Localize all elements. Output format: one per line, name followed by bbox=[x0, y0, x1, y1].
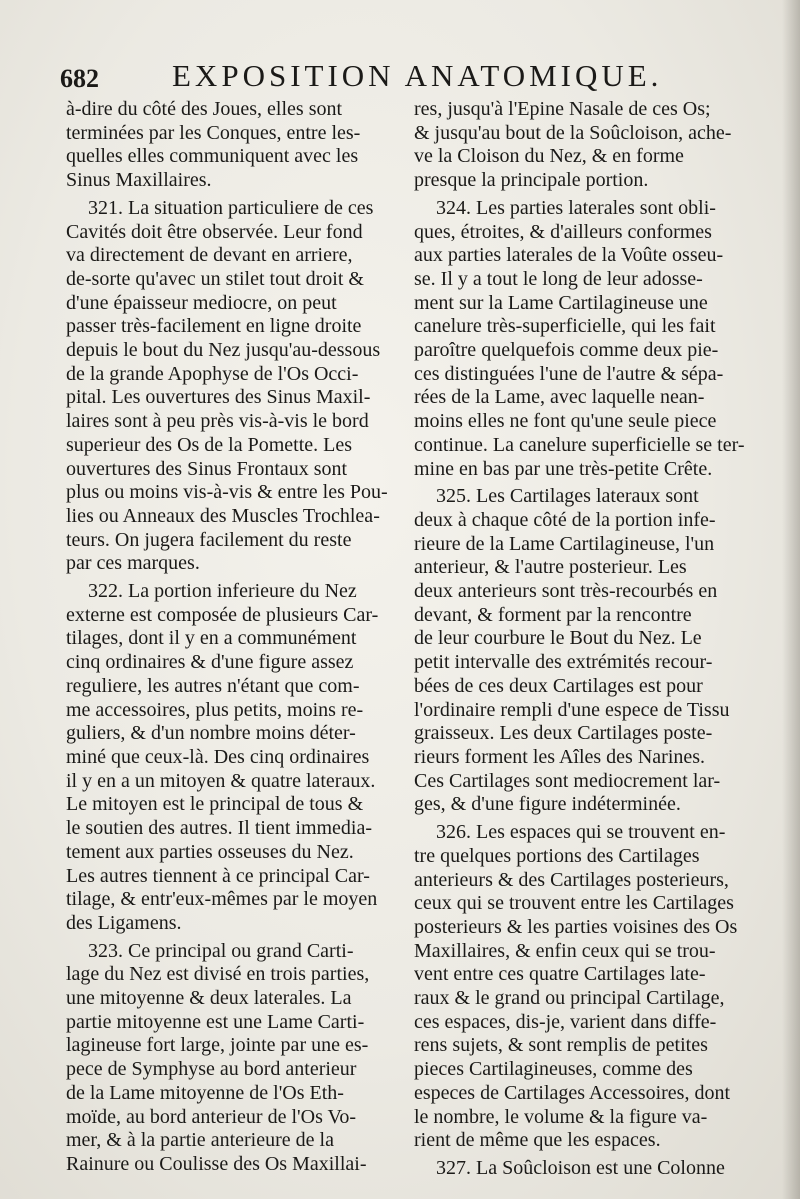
left-column-line: moïde, au bord anterieur de l'Os Vo- bbox=[66, 1105, 357, 1128]
right-column-line: rieurs forment les Aîles des Narines. bbox=[414, 745, 706, 768]
left-column-line: de la Lame mitoyenne de l'Os Eth- bbox=[66, 1081, 344, 1104]
left-column-line: ouvertures des Sinus Frontaux sont bbox=[66, 457, 348, 480]
right-column-line: raux & le grand ou principal Cartilage, bbox=[414, 987, 725, 1010]
page-edge-shadow bbox=[782, 0, 800, 1199]
left-column-line: Sinus Maxillaires. bbox=[66, 169, 212, 192]
left-column-line: va directement de devant en arriere, bbox=[66, 244, 353, 267]
left-column-line: quelles elles communiquent avec les bbox=[66, 145, 359, 168]
left-column-line: tilages, dont il y en a communément bbox=[66, 627, 357, 650]
running-title: EXPOSITION ANATOMIQUE. bbox=[172, 58, 663, 93]
right-column-line: deux à chaque côté de la portion infe- bbox=[414, 508, 716, 531]
right-column-line: canelure très-superficielle, qui les fait bbox=[414, 315, 716, 338]
left-column-line: guliers, & d'un nombre moins déter- bbox=[66, 722, 356, 745]
right-column-line: Maxillaires, & enfin ceux qui se trou- bbox=[414, 939, 716, 962]
left-column-line: plus ou moins vis-à-vis & entre les Pou- bbox=[66, 481, 388, 504]
left-column-line: de-sorte qu'avec un stilet tout droit & bbox=[66, 267, 364, 290]
right-column-line: aux parties laterales de la Voûte osseu- bbox=[414, 244, 724, 267]
left-column-line: teurs. On jugera facilement du reste bbox=[66, 528, 352, 551]
right-column-line: mine en bas par une très-petite Crête. bbox=[414, 457, 713, 480]
right-text-column bbox=[414, 98, 749, 1181]
left-column-line: externe est composée de plusieurs Car- bbox=[66, 603, 379, 626]
right-column-line: ve la Cloison du Nez, & en forme bbox=[414, 145, 684, 168]
right-column-line: petit intervalle des extrémités recour- bbox=[414, 651, 713, 674]
left-column-line: laires sont à peu près vis-à-vis le bord bbox=[66, 410, 369, 433]
left-column-line: de la grande Apophyse de l'Os Occi- bbox=[66, 362, 359, 385]
left-column-line: passer très-facilement en ligne droite bbox=[66, 315, 362, 338]
right-column-line: pieces Cartilagineuses, comme des bbox=[414, 1058, 693, 1081]
left-column-line: par ces marques. bbox=[66, 552, 200, 575]
right-column-line: de leur courbure le Bout du Nez. Le bbox=[414, 627, 702, 650]
left-column-line: le soutien des autres. Il tient immedia- bbox=[66, 817, 373, 840]
left-column-line: cinq ordinaires & d'une figure assez bbox=[66, 651, 354, 674]
right-column-line: moins elles ne font qu'une seule piece bbox=[414, 410, 717, 433]
page-number: 682 bbox=[60, 64, 99, 93]
left-column-line: tement aux parties osseuses du Nez. bbox=[66, 840, 354, 863]
right-column-line: Ces Cartilages sont mediocrement lar- bbox=[414, 769, 721, 792]
right-column-line: anterieur, & l'autre posterieur. Les bbox=[414, 556, 687, 579]
left-column-line: pital. Les ouvertures des Sinus Maxil- bbox=[66, 386, 371, 409]
left-column-line: Les autres tiennent à ce principal Car- bbox=[66, 864, 370, 887]
left-column-line: tilage, & entr'eux-mêmes par le moyen bbox=[66, 888, 378, 911]
left-column-line: miné que ceux-là. Des cinq ordinaires bbox=[66, 745, 370, 768]
left-column-line: lies ou Anneaux des Muscles Trochlea- bbox=[66, 504, 380, 527]
right-column-line: posterieurs & les parties voisines des Os bbox=[414, 915, 738, 938]
left-column-line: pece de Symphyse au bord anterieur bbox=[66, 1058, 357, 1081]
right-column-line: graisseux. Les deux Cartilages poste- bbox=[414, 722, 713, 745]
left-column-line: une mitoyenne & deux laterales. La bbox=[66, 987, 352, 1010]
right-column-line: 326. Les espaces qui se trouvent en- bbox=[436, 821, 726, 844]
right-column-line: l'ordinaire rempli d'une espece de Tissu bbox=[414, 698, 730, 721]
right-column-line: 325. Les Cartilages lateraux sont bbox=[436, 485, 699, 508]
right-column-line: ques, étroites, & d'ailleurs conformes bbox=[414, 220, 712, 243]
right-column-line: 327. La Soûcloison est une Colonne bbox=[436, 1156, 725, 1179]
right-column-line: ces espaces, dis-je, varient dans diffe- bbox=[414, 1010, 717, 1033]
left-column-line: Rainure ou Coulisse des Os Maxillai- bbox=[66, 1152, 367, 1175]
right-column-line: se. Il y a tout le long de leur adosse- bbox=[414, 267, 703, 290]
right-column-line: ges, & d'une figure indéterminée. bbox=[414, 793, 681, 816]
left-column-line: reguliere, les autres n'étant que com- bbox=[66, 674, 360, 697]
left-column-line: lagineuse fort large, jointe par une es- bbox=[66, 1034, 369, 1057]
right-column-line: ceux qui se trouvent entre les Cartilages bbox=[414, 892, 734, 915]
left-column-line: Le mitoyen est le principal de tous & bbox=[66, 793, 364, 816]
left-column-line: superieur des Os de la Pomette. Les bbox=[66, 433, 353, 456]
right-column-line: le nombre, le volume & la figure va- bbox=[414, 1105, 708, 1128]
right-column-line: paroître quelquefois comme deux pie- bbox=[414, 339, 719, 362]
right-column-line: bées de ces deux Cartilages est pour bbox=[414, 674, 703, 697]
right-column-line: ment sur la Lame Cartilagineuse une bbox=[414, 291, 708, 314]
left-column-line: il y en a un mitoyen & quatre lateraux. bbox=[66, 769, 376, 792]
right-column-line: vent entre ces quatre Cartilages late- bbox=[414, 963, 706, 986]
right-column-line: especes de Cartilages Accessoires, dont bbox=[414, 1081, 731, 1104]
page-header bbox=[60, 58, 760, 98]
right-column-line: rens sujets, & sont remplis de petites bbox=[414, 1034, 708, 1057]
right-column-line: res, jusqu'à l'Epine Nasale de ces Os; bbox=[414, 98, 711, 120]
left-column-line: Cavités doit être observée. Leur fond bbox=[66, 220, 363, 243]
right-column-line: & jusqu'au bout de la Soûcloison, ache- bbox=[414, 121, 732, 144]
right-column-line: presque la principale portion. bbox=[414, 169, 649, 192]
left-column-line: 323. Ce principal ou grand Carti- bbox=[88, 939, 354, 962]
right-column-line: tre quelques portions des Cartilages bbox=[414, 844, 700, 867]
right-column-line: continue. La canelure superficielle se ter- bbox=[414, 433, 745, 456]
left-column-line: depuis le bout du Nez jusqu'au-dessous bbox=[66, 339, 381, 362]
left-column-line: lage du Nez est divisé en trois parties, bbox=[66, 963, 370, 986]
left-column-line: terminées par les Conques, entre les- bbox=[66, 121, 361, 144]
right-column-line: devant, & forment par la rencontre bbox=[414, 603, 692, 626]
right-column-line: rées de la Lame, avec laquelle nean- bbox=[414, 386, 705, 409]
right-column-line: ces distinguées l'une de l'autre & sépa- bbox=[414, 362, 724, 385]
left-column-line: des Ligamens. bbox=[66, 911, 182, 934]
left-column-line: mer, & à la partie anterieure de la bbox=[66, 1129, 334, 1152]
right-column-line: rient de même que les espaces. bbox=[414, 1129, 661, 1152]
left-column-line: 321. La situation particuliere de ces bbox=[88, 196, 374, 219]
right-column-line: rieure de la Lame Cartilagineuse, l'un bbox=[414, 532, 715, 555]
left-column-line: me accessoires, plus petits, moins re- bbox=[66, 698, 364, 721]
left-column-line: 322. La portion inferieure du Nez bbox=[88, 580, 357, 603]
left-column-line: d'une épaisseur mediocre, on peut bbox=[66, 291, 337, 314]
right-column-line: deux anterieurs sont très-recourbés en bbox=[414, 580, 718, 603]
left-text-column bbox=[66, 98, 396, 1177]
left-column-line: à-dire du côté des Joues, elles sont bbox=[66, 98, 343, 120]
left-column-line: partie mitoyenne est une Lame Carti- bbox=[66, 1010, 365, 1033]
right-column-line: 324. Les parties laterales sont obli- bbox=[436, 196, 716, 219]
right-column-line: anterieurs & des Cartilages posterieurs, bbox=[414, 868, 729, 891]
